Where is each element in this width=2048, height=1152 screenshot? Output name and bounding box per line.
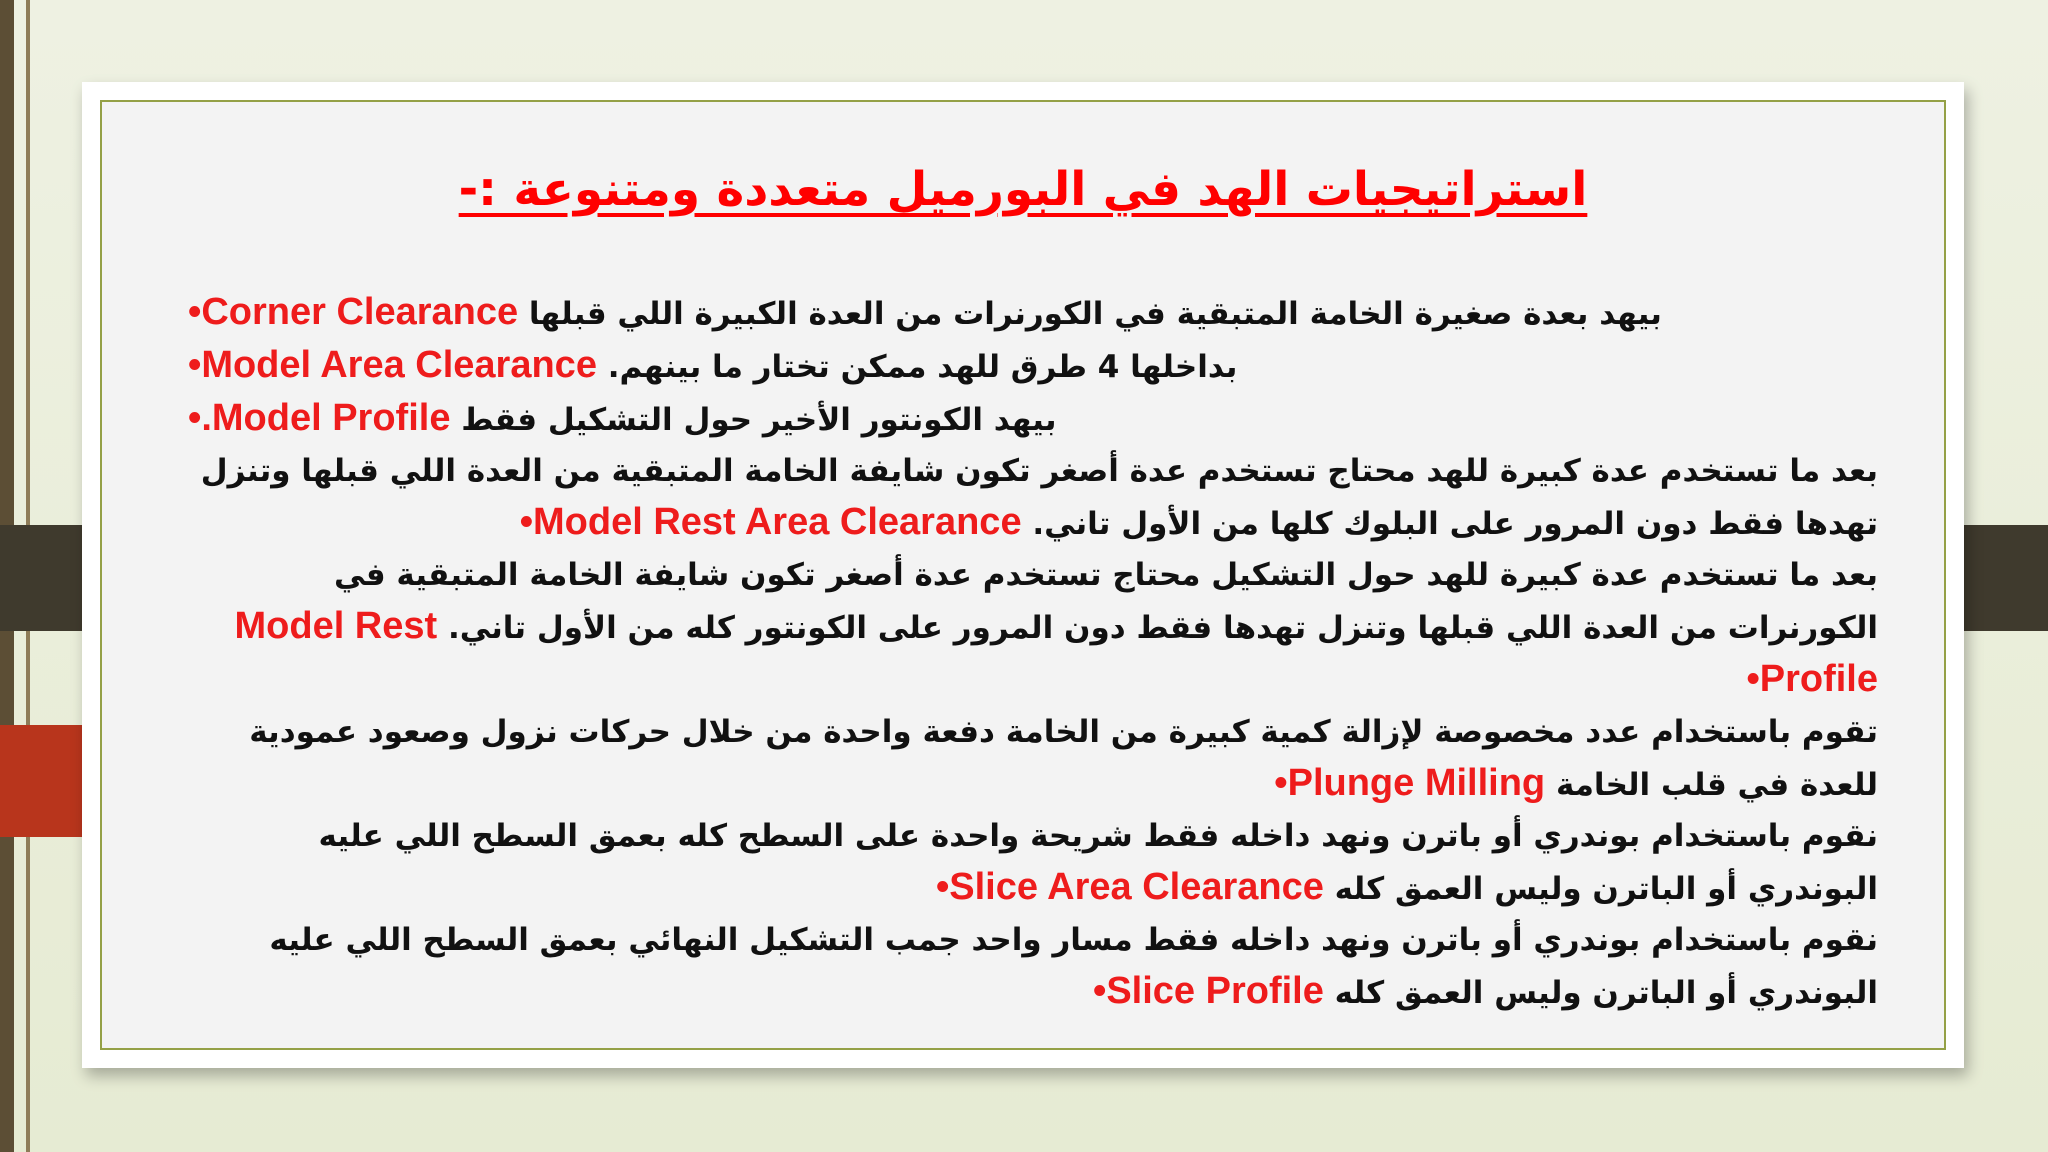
bullet-icon: • <box>519 501 534 543</box>
list-item <box>188 915 1878 1019</box>
bullet-icon: • <box>935 866 950 908</box>
item-description: بعد ما تستخدم عدة كبيرة للهد حول التشكيل محتاج تستخدم عدة أصغر تكون شايفة الخامة المتبقية في الكورنرات من العدة اللي قبلها وتنزل تهدها فقط دون المرور على الكونتور كله من الأول تاني. <box>333 557 1878 646</box>
list-item <box>188 707 1878 811</box>
list-item <box>188 446 1878 550</box>
bullet-icon: • <box>188 397 202 439</box>
item-description: بعد ما تستخدم عدة كبيرة للهد محتاج تستخدم عدة أصغر تكون شايفة الخامة المتبقية من العدة اللي قبلها وتنزل تهدها فقط دون المرور على البلوك كلها من الأول تاني. <box>200 453 1878 542</box>
slide-frame <box>100 100 1946 1050</box>
item-description: نقوم باستخدام بوندري أو باترن ونهد داخله فقط مسار واحد جمب التشكيل النهائي بعمق السطح اللي عليه البوندري أو الباترن وليس العمق كله <box>269 922 1878 1011</box>
list-item <box>188 811 1878 915</box>
item-term: Model Profile. <box>201 397 451 439</box>
item-description: بيهد الكونتور الأخير حول التشكيل فقط <box>461 402 1057 438</box>
item-term: Model Rest Profile <box>234 605 1878 700</box>
bullet-icon: • <box>1746 658 1760 700</box>
item-description: بيهد بعدة صغيرة الخامة المتبقية في الكورنرات من العدة الكبيرة اللي قبلها <box>528 296 1662 332</box>
item-term: Model Area Clearance <box>201 344 597 386</box>
item-term: Model Rest Area Clearance <box>533 501 1022 543</box>
list-item <box>188 550 1878 707</box>
list-item <box>188 287 1662 340</box>
item-term: Slice Area Clearance <box>949 866 1324 908</box>
item-term: Slice Profile <box>1106 970 1324 1012</box>
item-description: بداخلها 4 طرق للهد ممكن تختار ما بينهم. <box>607 349 1238 385</box>
list-item <box>188 393 1056 446</box>
item-description: تقوم باستخدام عدد مخصوصة لإزالة كمية كبيرة من الخامة دفعة واحدة من خلال حركات نزول وصعود عمودية للعدة في قلب الخامة <box>249 714 1878 803</box>
bullet-icon: • <box>1093 970 1107 1012</box>
item-term: Plunge Milling <box>1287 762 1546 804</box>
slide-title: استراتيجيات الهد في البورميل متعددة ومتنوعة :- <box>458 162 1588 217</box>
strategy-list <box>188 287 1878 1019</box>
item-description: نقوم باستخدام بوندري أو باترن ونهد داخله فقط شريحة واحدة على السطح كله بعمق السطح اللي عليه البوندري أو الباترن وليس العمق كله <box>318 818 1878 907</box>
item-term: Corner Clearance <box>201 291 519 333</box>
bullet-icon: • <box>1274 762 1288 804</box>
bullet-icon: • <box>188 291 202 333</box>
list-item <box>188 340 1237 393</box>
slide-card <box>82 82 1964 1068</box>
bullet-icon: • <box>188 344 202 386</box>
